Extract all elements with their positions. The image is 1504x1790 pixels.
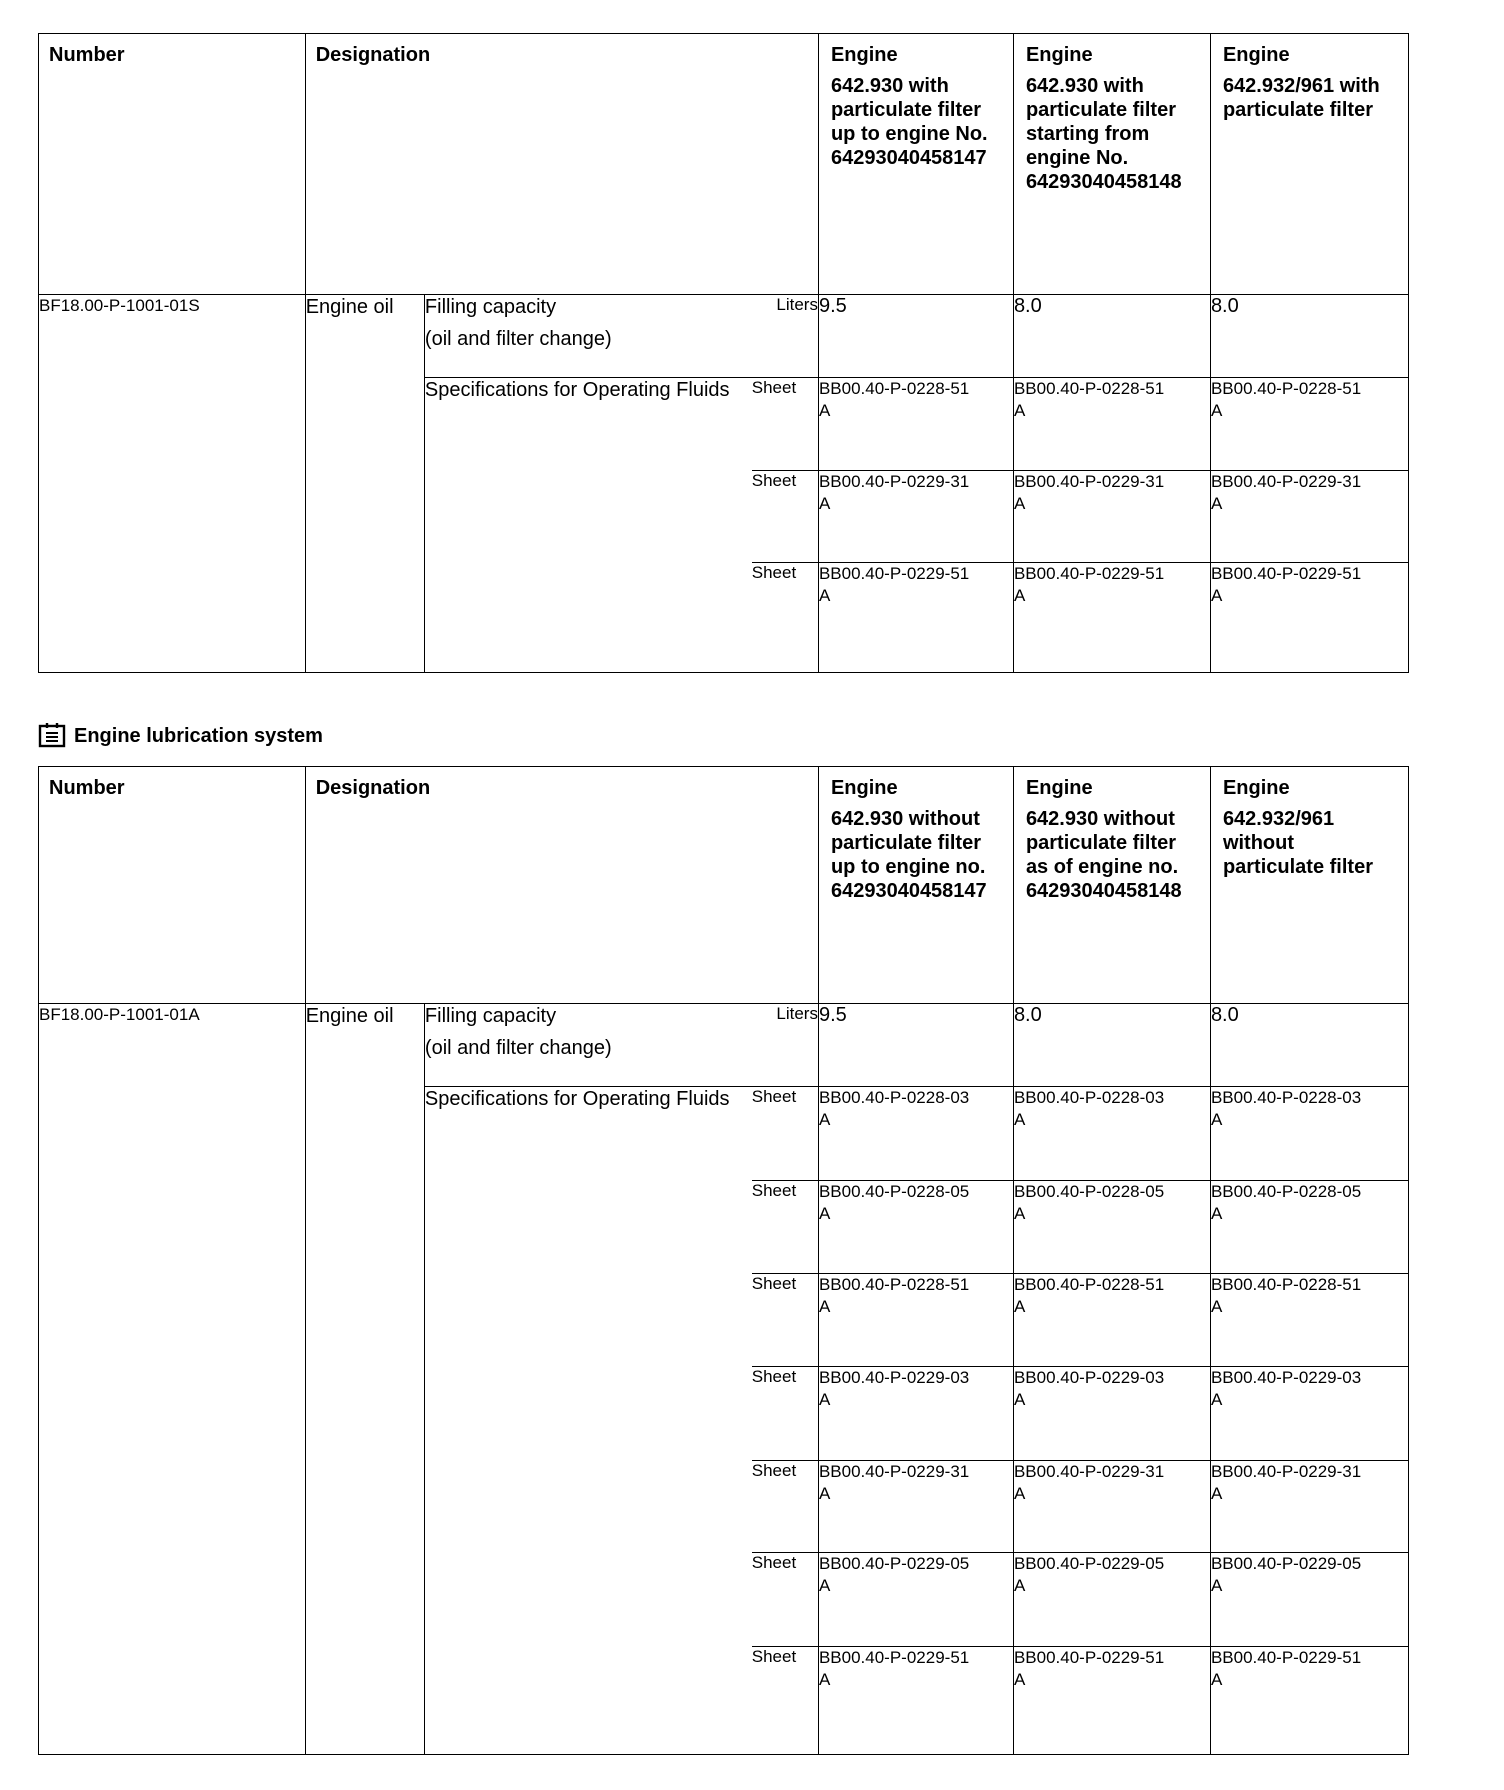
sheet-ref (1210, 1087, 1408, 1181)
sheet-ref-suffix: A (818, 1670, 831, 1689)
sheet-ref (1013, 1274, 1210, 1367)
sheet-ref-suffix: A (818, 1484, 831, 1503)
sheet-ref-suffix: A (1013, 1297, 1026, 1316)
sheet-ref-suffix: A (1013, 1576, 1026, 1595)
sheet-ref-code: BB00.40-P-0229-05 (1210, 1554, 1362, 1573)
sheet-ref (818, 1274, 1013, 1367)
sheet-ref-suffix: A (818, 1576, 831, 1595)
spec-table-without-filter (38, 766, 1409, 1755)
unit-sheet: Sheet (752, 1553, 819, 1647)
sheet-ref-code: BB00.40-P-0229-03 (1210, 1368, 1362, 1387)
filling-line2: (oil and filter change) (424, 328, 612, 350)
engine-desc: 642.930 without particulate filter as of engine no. 64293040458148 (1025, 808, 1182, 902)
value-engine-1: 9.5 (818, 1004, 1013, 1087)
sheet-ref-suffix: A (1210, 1670, 1223, 1689)
unit-sheet: Sheet (752, 378, 819, 471)
sheet-ref-suffix: A (1013, 494, 1026, 513)
sheet-ref (1210, 1553, 1408, 1647)
header-engine-3 (1210, 767, 1408, 1004)
sheet-ref-suffix: A (1210, 1110, 1223, 1129)
part-number: BF18.00-P-1001-01A (39, 1004, 306, 1755)
sheet-ref-suffix: A (1210, 586, 1223, 605)
header-engine-2 (1013, 767, 1210, 1004)
sheet-ref (818, 1647, 1013, 1755)
value-engine-3: 8.0 (1210, 1004, 1408, 1087)
filling-line2: (oil and filter change) (424, 1037, 612, 1059)
sheet-ref-code: BB00.40-P-0229-31 (1210, 472, 1362, 491)
sheet-ref (1013, 471, 1210, 563)
unit-sheet: Sheet (752, 1461, 819, 1553)
part-number: BF18.00-P-1001-01S (39, 295, 306, 673)
sheet-ref-suffix: A (1210, 494, 1223, 513)
value-engine-1: 9.5 (818, 295, 1013, 378)
sheet-ref (1013, 563, 1210, 673)
category-label: Engine oil (305, 295, 424, 673)
sheet-ref-suffix: A (1013, 401, 1026, 420)
unit-sheet: Sheet (752, 1367, 819, 1461)
sheet-ref (1210, 563, 1408, 673)
filling-capacity-label (424, 295, 751, 378)
sheet-ref-code: BB00.40-P-0229-51 (1210, 1648, 1362, 1667)
sheet-ref (1013, 1367, 1210, 1461)
sheet-ref (1013, 1087, 1210, 1181)
sheet-ref-code: BB00.40-P-0229-03 (1013, 1368, 1165, 1387)
sheet-ref-suffix: A (1210, 401, 1223, 420)
table-header-row (39, 767, 1409, 1004)
sheet-ref-suffix: A (1210, 1297, 1223, 1316)
unit-sheet: Sheet (752, 1274, 819, 1367)
table-row (39, 1004, 1409, 1087)
sheet-ref-suffix: A (818, 1110, 831, 1129)
sheet-ref (1013, 1181, 1210, 1274)
sheet-ref-code: BB00.40-P-0228-05 (818, 1182, 970, 1201)
sheet-ref-suffix: A (1210, 1484, 1223, 1503)
sheet-ref (1210, 1181, 1408, 1274)
filling-line1: Filling capacity (424, 1005, 557, 1027)
category-label: Engine oil (305, 1004, 424, 1755)
header-engine-1 (818, 767, 1013, 1004)
sheet-ref (1013, 1647, 1210, 1755)
sheet-ref-code: BB00.40-P-0229-31 (818, 1462, 970, 1481)
engine-title: Engine (1222, 44, 1290, 66)
header-engine-3 (1210, 34, 1408, 295)
sheet-ref-code: BB00.40-P-0229-51 (1013, 1648, 1165, 1667)
header-number: Number (39, 767, 306, 1004)
sheet-ref (1210, 378, 1408, 471)
sheet-ref (818, 1367, 1013, 1461)
unit-sheet: Sheet (752, 1647, 819, 1755)
value-engine-3: 8.0 (1210, 295, 1408, 378)
sheet-ref-code: BB00.40-P-0229-51 (1210, 564, 1362, 583)
sheet-ref (818, 378, 1013, 471)
spec-fluids-label: Specifications for Operating Fluids (424, 378, 751, 673)
sheet-ref-suffix: A (1013, 1204, 1026, 1223)
header-engine-2 (1013, 34, 1210, 295)
spec-table-with-filter (38, 33, 1409, 673)
sheet-ref-code: BB00.40-P-0229-31 (1013, 1462, 1165, 1481)
sheet-ref (1210, 471, 1408, 563)
sheet-ref-code: BB00.40-P-0229-31 (1210, 1462, 1362, 1481)
sheet-ref-suffix: A (1013, 1110, 1026, 1129)
engine-desc: 642.930 without particulate filter up to engine no. 64293040458147 (830, 808, 987, 902)
sheet-ref-code: BB00.40-P-0229-03 (818, 1368, 970, 1387)
engine-desc: 642.930 with particulate filter up to engine No. 64293040458147 (830, 75, 988, 169)
unit-sheet: Sheet (752, 563, 819, 673)
filling-capacity-label (424, 1004, 751, 1087)
sheet-ref (818, 1461, 1013, 1553)
spec-fluids-label: Specifications for Operating Fluids (424, 1087, 751, 1755)
sheet-ref-code: BB00.40-P-0228-51 (1210, 1275, 1362, 1294)
sheet-ref (818, 1087, 1013, 1181)
sheet-ref (1210, 1274, 1408, 1367)
unit-sheet: Sheet (752, 1181, 819, 1274)
engine-title: Engine (830, 777, 898, 799)
table-header-row (39, 34, 1409, 295)
engine-title: Engine (1222, 777, 1290, 799)
sheet-ref-code: BB00.40-P-0228-51 (818, 379, 970, 398)
header-number: Number (39, 34, 306, 295)
sheet-ref-code: BB00.40-P-0228-05 (1013, 1182, 1165, 1201)
engine-title: Engine (830, 44, 898, 66)
sheet-ref-suffix: A (818, 586, 831, 605)
sheet-ref-code: BB00.40-P-0229-05 (1013, 1554, 1165, 1573)
section-title: Engine lubrication system (74, 725, 323, 747)
section-heading (38, 722, 323, 748)
unit-liters: Liters (752, 295, 819, 378)
sheet-ref-code: BB00.40-P-0229-51 (1013, 564, 1165, 583)
sheet-ref-suffix: A (818, 401, 831, 420)
sheet-ref (1013, 1553, 1210, 1647)
sheet-ref-code: BB00.40-P-0228-03 (818, 1088, 970, 1107)
engine-desc: 642.932/961 with particulate filter (1222, 75, 1380, 121)
sheet-ref (1210, 1647, 1408, 1755)
sheet-ref-code: BB00.40-P-0229-51 (818, 1648, 970, 1667)
sheet-ref (818, 471, 1013, 563)
sheet-ref-suffix: A (1210, 1204, 1223, 1223)
engine-desc: 642.932/961 without particulate filter (1222, 808, 1373, 878)
value-engine-2: 8.0 (1013, 295, 1210, 378)
engine-title: Engine (1025, 777, 1093, 799)
sheet-ref-code: BB00.40-P-0229-05 (818, 1554, 970, 1573)
header-engine-1 (818, 34, 1013, 295)
sheet-ref-suffix: A (818, 1297, 831, 1316)
sheet-ref-suffix: A (1013, 586, 1026, 605)
sheet-ref-suffix: A (1013, 1390, 1026, 1409)
sheet-ref-suffix: A (818, 494, 831, 513)
sheet-ref-suffix: A (818, 1390, 831, 1409)
sheet-ref-code: BB00.40-P-0228-03 (1013, 1088, 1165, 1107)
sheet-ref (818, 1181, 1013, 1274)
filling-line1: Filling capacity (424, 296, 557, 318)
header-designation: Designation (305, 34, 818, 295)
sheet-ref-suffix: A (1210, 1576, 1223, 1595)
engine-title: Engine (1025, 44, 1093, 66)
sheet-ref-code: BB00.40-P-0228-05 (1210, 1182, 1362, 1201)
sheet-ref-suffix: A (1210, 1390, 1223, 1409)
document-list-icon (38, 722, 66, 748)
sheet-ref (1210, 1461, 1408, 1553)
sheet-ref-code: BB00.40-P-0228-51 (1013, 1275, 1165, 1294)
sheet-ref-code: BB00.40-P-0229-31 (1013, 472, 1165, 491)
unit-liters: Liters (752, 1004, 819, 1087)
sheet-ref-suffix: A (1013, 1670, 1026, 1689)
sheet-ref (818, 1553, 1013, 1647)
sheet-ref-suffix: A (1013, 1484, 1026, 1503)
table-row (39, 295, 1409, 378)
unit-sheet: Sheet (752, 471, 819, 563)
sheet-ref-code: BB00.40-P-0228-51 (1210, 379, 1362, 398)
sheet-ref-code: BB00.40-P-0229-31 (818, 472, 970, 491)
sheet-ref-code: BB00.40-P-0228-51 (818, 1275, 970, 1294)
sheet-ref-code: BB00.40-P-0229-51 (818, 564, 970, 583)
sheet-ref (1013, 1461, 1210, 1553)
header-designation: Designation (305, 767, 818, 1004)
engine-desc: 642.930 with particulate filter starting from engine No. 64293040458148 (1025, 75, 1182, 193)
sheet-ref (818, 563, 1013, 673)
sheet-ref-suffix: A (818, 1204, 831, 1223)
sheet-ref-code: BB00.40-P-0228-03 (1210, 1088, 1362, 1107)
value-engine-2: 8.0 (1013, 1004, 1210, 1087)
sheet-ref (1013, 378, 1210, 471)
sheet-ref-code: BB00.40-P-0228-51 (1013, 379, 1165, 398)
sheet-ref (1210, 1367, 1408, 1461)
unit-sheet: Sheet (752, 1087, 819, 1181)
